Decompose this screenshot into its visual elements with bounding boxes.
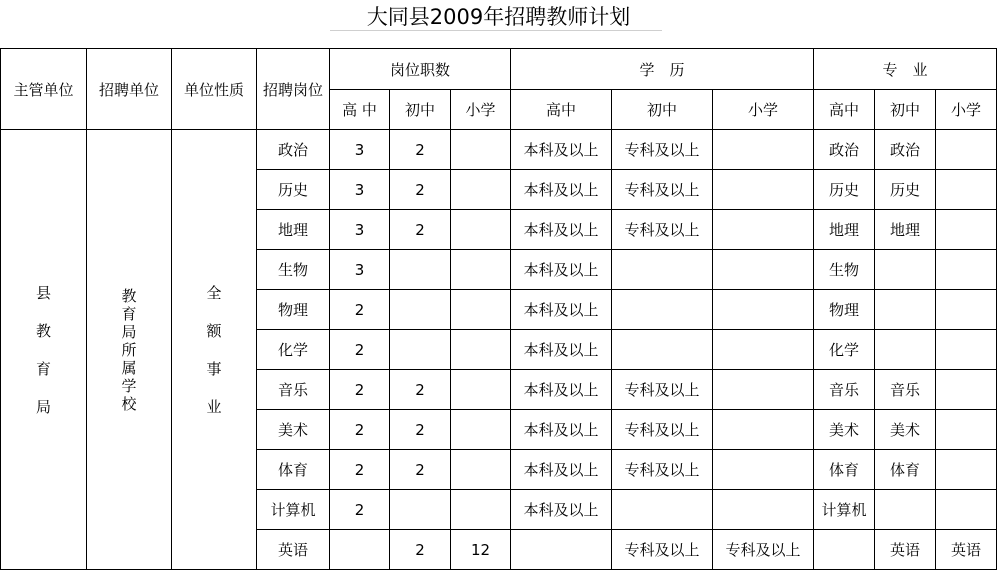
count-primary-cell [451,370,511,410]
major-primary-cell [936,170,997,210]
header-nature: 单位性质 [172,49,257,130]
count-middle-cell: 2 [390,170,451,210]
header-group-education: 学 历 [511,49,814,90]
major-middle-cell: 政治 [875,130,936,170]
edu-middle-cell: 专科及以上 [612,530,713,570]
major-primary-cell [936,130,997,170]
count-middle-cell: 2 [390,410,451,450]
count-high-cell: 2 [330,490,390,530]
title-underline [330,30,662,31]
count-primary-cell [451,450,511,490]
major-middle-cell [875,290,936,330]
count-primary-cell [451,330,511,370]
header-group-count: 岗位职数 [330,49,511,90]
count-middle-cell: 2 [390,130,451,170]
supervisor-cell [1,130,87,570]
count-primary-cell [451,290,511,330]
edu-middle-cell: 专科及以上 [612,410,713,450]
count-high-cell: 3 [330,170,390,210]
header-major-primary: 小学 [936,90,997,130]
count-middle-cell [390,290,451,330]
supervisor-cell-char: 县 [35,283,51,302]
count-high-cell: 3 [330,250,390,290]
edu-primary-cell [713,490,814,530]
header-edu-primary: 小学 [713,90,814,130]
major-middle-cell [875,330,936,370]
major-high-cell: 物理 [814,290,875,330]
header-recruiter: 招聘单位 [87,49,172,130]
edu-primary-cell: 专科及以上 [713,530,814,570]
major-high-cell [814,530,875,570]
major-middle-cell: 英语 [875,530,936,570]
header-major-middle: 初中 [875,90,936,130]
edu-high-cell: 本科及以上 [511,450,612,490]
major-middle-cell [875,250,936,290]
position-cell: 英语 [257,530,330,570]
count-middle-cell: 2 [390,370,451,410]
header-group-major: 专 业 [814,49,997,90]
count-middle-cell [390,490,451,530]
count-high-cell: 3 [330,210,390,250]
recruiter-cell-char: 局 [121,322,137,341]
nature-cell-char: 业 [206,397,222,416]
count-high-cell: 2 [330,290,390,330]
major-middle-cell: 地理 [875,210,936,250]
header-count-high: 高 中 [330,90,390,130]
major-high-cell: 美术 [814,410,875,450]
edu-middle-cell: 专科及以上 [612,370,713,410]
position-cell: 计算机 [257,490,330,530]
nature-cell-char: 全 [206,283,222,302]
recruitment-plan-table [0,48,997,570]
edu-middle-cell: 专科及以上 [612,170,713,210]
edu-high-cell: 本科及以上 [511,330,612,370]
header-edu-high: 高中 [511,90,612,130]
edu-middle-cell [612,250,713,290]
count-primary-cell: 12 [451,530,511,570]
edu-high-cell: 本科及以上 [511,370,612,410]
position-cell: 化学 [257,330,330,370]
header-row-1 [1,49,997,90]
edu-primary-cell [713,370,814,410]
nature-cell [172,130,257,570]
position-cell: 生物 [257,250,330,290]
count-middle-cell: 2 [390,530,451,570]
edu-high-cell: 本科及以上 [511,290,612,330]
major-primary-cell [936,450,997,490]
major-primary-cell [936,210,997,250]
major-high-cell: 音乐 [814,370,875,410]
supervisor-cell-char: 局 [35,397,51,416]
edu-high-cell [511,530,612,570]
major-primary-cell [936,330,997,370]
count-high-cell [330,530,390,570]
count-high-cell: 2 [330,450,390,490]
major-high-cell: 生物 [814,250,875,290]
position-cell: 美术 [257,410,330,450]
position-cell: 历史 [257,170,330,210]
major-high-cell: 计算机 [814,490,875,530]
count-high-cell: 2 [330,410,390,450]
count-middle-cell: 2 [390,450,451,490]
header-count-middle: 初中 [390,90,451,130]
major-middle-cell: 体育 [875,450,936,490]
edu-middle-cell: 专科及以上 [612,130,713,170]
edu-high-cell: 本科及以上 [511,170,612,210]
major-high-cell: 地理 [814,210,875,250]
nature-cell-char: 额 [206,321,222,340]
recruiter-cell-char: 所 [121,340,137,359]
count-primary-cell [451,210,511,250]
supervisor-cell-char: 教 [35,321,51,340]
major-primary-cell [936,410,997,450]
count-primary-cell [451,410,511,450]
edu-high-cell: 本科及以上 [511,490,612,530]
major-primary-cell: 英语 [936,530,997,570]
major-middle-cell: 美术 [875,410,936,450]
supervisor-cell-char: 育 [35,359,51,378]
count-primary-cell [451,170,511,210]
major-primary-cell [936,490,997,530]
edu-primary-cell [713,250,814,290]
edu-middle-cell: 专科及以上 [612,210,713,250]
header-supervisor: 主管单位 [1,49,87,130]
header-major-high: 高中 [814,90,875,130]
edu-primary-cell [713,330,814,370]
recruiter-cell-char: 育 [121,304,137,323]
major-primary-cell [936,370,997,410]
header-position: 招聘岗位 [257,49,330,130]
edu-primary-cell [713,450,814,490]
edu-primary-cell [713,130,814,170]
edu-middle-cell [612,330,713,370]
recruiter-cell [87,130,172,570]
major-primary-cell [936,250,997,290]
count-primary-cell [451,130,511,170]
position-cell: 政治 [257,130,330,170]
count-middle-cell [390,330,451,370]
header-count-primary: 小学 [451,90,511,130]
edu-middle-cell [612,290,713,330]
recruiter-cell-char: 校 [121,394,137,413]
position-cell: 物理 [257,290,330,330]
edu-high-cell: 本科及以上 [511,410,612,450]
page-title: 大同县2009年招聘教师计划 [366,5,631,29]
edu-high-cell: 本科及以上 [511,130,612,170]
count-high-cell: 3 [330,130,390,170]
major-high-cell: 历史 [814,170,875,210]
recruiter-cell-char: 教 [121,286,137,305]
edu-primary-cell [713,170,814,210]
header-edu-middle: 初中 [612,90,713,130]
edu-high-cell: 本科及以上 [511,250,612,290]
edu-middle-cell: 专科及以上 [612,450,713,490]
count-primary-cell [451,490,511,530]
count-high-cell: 2 [330,370,390,410]
recruiter-cell-char: 学 [121,376,137,395]
major-high-cell: 政治 [814,130,875,170]
edu-primary-cell [713,410,814,450]
position-cell: 地理 [257,210,330,250]
edu-middle-cell [612,490,713,530]
table-row [1,130,997,170]
edu-primary-cell [713,210,814,250]
major-high-cell: 化学 [814,330,875,370]
nature-cell-char: 事 [206,359,222,378]
count-middle-cell: 2 [390,210,451,250]
position-cell: 音乐 [257,370,330,410]
count-high-cell: 2 [330,330,390,370]
major-high-cell: 体育 [814,450,875,490]
count-middle-cell [390,250,451,290]
major-primary-cell [936,290,997,330]
position-cell: 体育 [257,450,330,490]
major-middle-cell: 历史 [875,170,936,210]
count-primary-cell [451,250,511,290]
major-middle-cell: 音乐 [875,370,936,410]
recruiter-cell-char: 属 [121,358,137,377]
major-middle-cell [875,490,936,530]
edu-primary-cell [713,290,814,330]
edu-high-cell: 本科及以上 [511,210,612,250]
